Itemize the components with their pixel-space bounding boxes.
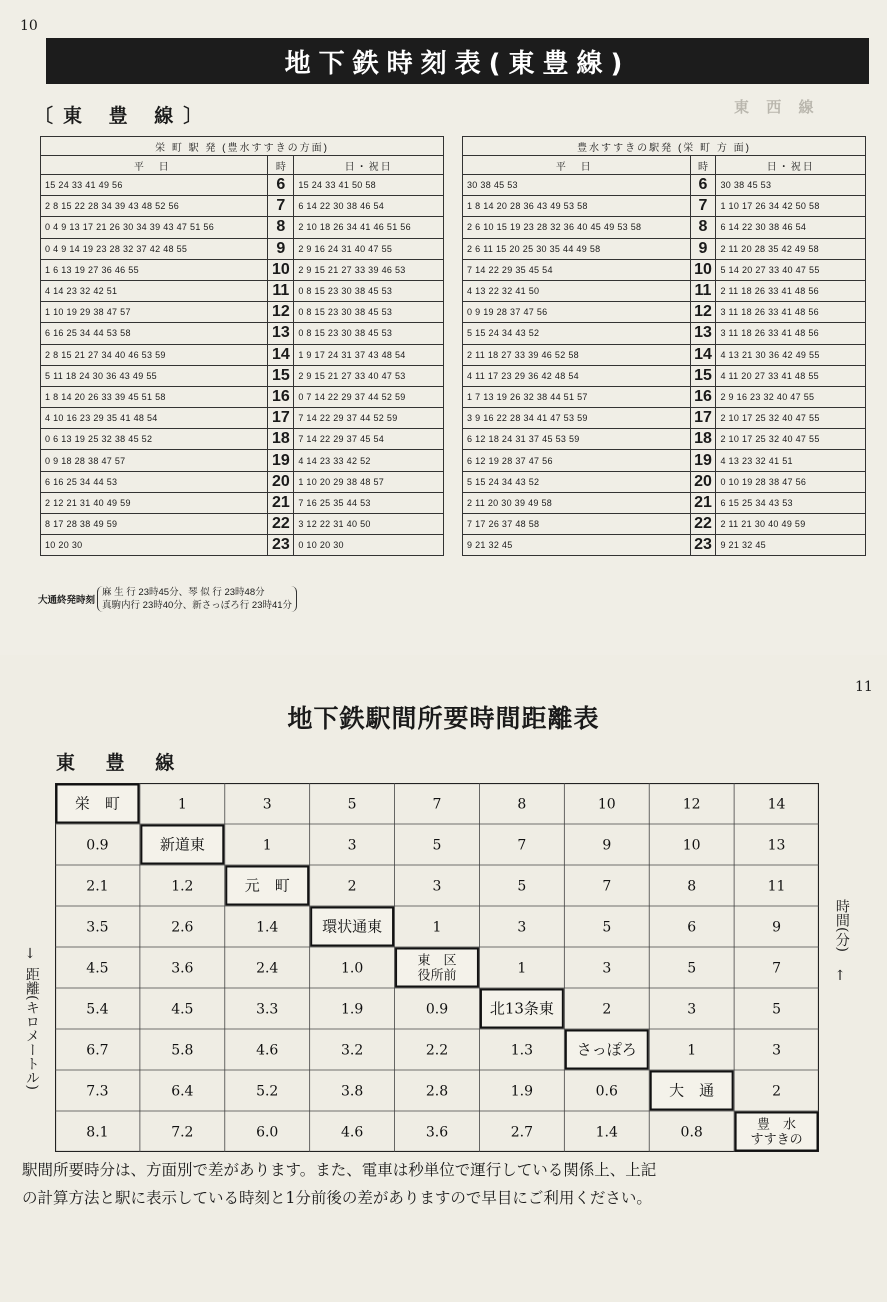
weekday-times: 2 11 18 27 33 39 46 52 58 — [463, 344, 691, 365]
weekday-times: 6 16 25 34 44 53 — [41, 471, 268, 492]
timetable-row — [41, 471, 444, 492]
weekday-times: 1 10 19 29 38 47 57 — [41, 302, 268, 323]
distance-table-title: 地下鉄駅間所要時間距離表 — [287, 704, 600, 733]
hour-cell: 6 — [268, 175, 294, 196]
distance-km-cell: 5.4 — [86, 1001, 109, 1018]
timetable-row — [41, 238, 444, 259]
timetable-row — [463, 535, 866, 556]
station-distance-time-grid — [55, 783, 819, 1152]
hour-cell: 7 — [690, 196, 716, 217]
distance-km-cell: 3.3 — [256, 1001, 279, 1018]
distance-km-cell: 4.6 — [256, 1042, 279, 1059]
timetable-row — [41, 408, 444, 429]
distance-km-cell: 7.3 — [86, 1083, 109, 1100]
timetable-row — [41, 302, 444, 323]
station-name: 大 通 — [669, 1081, 715, 1100]
hour-cell: 19 — [690, 450, 716, 471]
time-minutes-cell: 5 — [432, 837, 442, 854]
holiday-times: 0 10 19 28 38 47 56 — [716, 471, 866, 492]
distance-km-cell: 4.5 — [171, 1001, 194, 1018]
time-minutes-cell: 5 — [347, 796, 357, 813]
time-minutes-cell: 3 — [347, 837, 357, 854]
weekday-times: 9 21 32 45 — [463, 535, 691, 556]
holiday-times: 4 14 23 33 42 52 — [294, 450, 444, 471]
weekday-times: 0 4 9 13 17 21 26 30 34 39 43 47 51 56 — [41, 217, 268, 238]
distance-km-cell: 6.7 — [86, 1042, 109, 1059]
weekday-times: 6 16 25 34 44 53 58 — [41, 323, 268, 344]
holiday-times: 0 8 15 23 30 38 45 53 — [294, 280, 444, 301]
weekday-times: 3 9 16 22 28 34 41 47 53 59 — [463, 408, 691, 429]
timetable-row — [41, 175, 444, 196]
timetable-row — [463, 217, 866, 238]
holiday-times: 4 11 20 27 33 41 48 55 — [716, 365, 866, 386]
holiday-times: 0 10 20 30 — [294, 535, 444, 556]
holiday-times: 1 9 17 24 31 37 43 48 54 — [294, 344, 444, 365]
holiday-times: 9 21 32 45 — [716, 535, 866, 556]
distance-km-cell: 7.2 — [171, 1124, 194, 1141]
weekday-times: 0 4 9 14 19 23 28 32 37 42 48 55 — [41, 238, 268, 259]
time-minutes-cell: 7 — [602, 878, 612, 895]
weekday-times: 2 12 21 31 40 49 59 — [41, 492, 268, 513]
hour-cell: 20 — [268, 471, 294, 492]
time-minutes-cell: 3 — [517, 919, 527, 936]
holiday-times: 30 38 45 53 — [716, 175, 866, 196]
distance-km-cell: 1.4 — [595, 1124, 618, 1141]
station-name: さっぽろ — [576, 1040, 637, 1059]
distance-km-cell: 3.6 — [171, 960, 194, 977]
weekday-times: 2 6 11 15 20 25 30 35 44 49 58 — [463, 238, 691, 259]
timetable-sakaemachi — [40, 136, 444, 556]
time-minutes-cell: 14 — [767, 796, 786, 813]
timetable-row — [41, 323, 444, 344]
timetable-row — [463, 344, 866, 365]
hour-cell: 8 — [268, 217, 294, 238]
last-train-line-2: 真駒内行 23時40分、新さっぽろ行 23時41分 — [102, 600, 293, 611]
time-minutes-cell: 1 — [177, 796, 187, 813]
weekday-times: 4 14 23 32 42 51 — [41, 280, 268, 301]
station-name-part: 役所前 — [417, 968, 457, 984]
hour-cell: 14 — [268, 344, 294, 365]
header-holiday: 日・祝日 — [716, 156, 866, 175]
time-minutes-cell: 3 — [262, 796, 272, 813]
holiday-times: 2 11 18 26 33 41 48 56 — [716, 280, 866, 301]
time-minutes-cell: 12 — [682, 796, 701, 813]
weekday-times: 2 8 15 22 28 34 39 43 48 52 56 — [41, 196, 268, 217]
distance-km-cell: 1.9 — [340, 1001, 364, 1018]
distance-km-cell: 8.1 — [86, 1124, 109, 1141]
weekday-times: 0 9 18 28 38 47 57 — [41, 450, 268, 471]
timetable-row — [41, 386, 444, 407]
weekday-times: 2 8 15 21 27 34 40 46 53 59 — [41, 344, 268, 365]
hour-cell: 10 — [268, 259, 294, 280]
holiday-times: 6 15 25 34 43 53 — [716, 492, 866, 513]
distance-km-cell: 0.9 — [86, 837, 109, 854]
hour-cell: 23 — [268, 535, 294, 556]
holiday-times: 2 10 18 26 34 41 46 51 56 — [294, 217, 444, 238]
timetable-row — [463, 408, 866, 429]
hour-cell: 16 — [268, 386, 294, 407]
holiday-times: 0 8 15 23 30 38 45 53 — [294, 323, 444, 344]
station-name: 栄 町 — [74, 794, 120, 813]
header-holiday: 日・祝日 — [294, 156, 444, 175]
time-minutes-cell: 3 — [687, 1001, 697, 1018]
hour-cell: 20 — [690, 471, 716, 492]
holiday-times: 2 11 21 30 40 49 59 — [716, 514, 866, 535]
timetable-row — [463, 492, 866, 513]
holiday-times: 6 14 22 30 38 46 54 — [716, 217, 866, 238]
holiday-times: 2 11 20 28 35 42 49 58 — [716, 238, 866, 259]
note-line-1: 駅間所要時分は、方面別で差があります。また、電車は秒単位で運行している関係上、上記 — [22, 1161, 657, 1179]
page-number: 11 — [855, 679, 873, 695]
hour-cell: 12 — [690, 302, 716, 323]
holiday-times: 5 14 20 27 33 40 47 55 — [716, 259, 866, 280]
timetable-caption: 栄 町 駅 発 (豊水すすきの方面) — [41, 137, 444, 156]
timetable-caption: 豊水すすきの駅発 (栄 町 方 面) — [463, 137, 866, 156]
holiday-times: 3 12 22 31 40 50 — [294, 514, 444, 535]
weekday-times: 1 8 14 20 28 36 43 49 53 58 — [463, 196, 691, 217]
distance-km-cell: 2.4 — [256, 960, 279, 977]
hour-cell: 16 — [690, 386, 716, 407]
distance-km-cell: 3.5 — [86, 919, 109, 936]
holiday-times: 0 7 14 22 29 37 44 52 59 — [294, 386, 444, 407]
hour-cell: 10 — [690, 259, 716, 280]
distance-km-cell: 0.9 — [425, 1001, 449, 1018]
holiday-times: 4 13 21 30 36 42 49 55 — [716, 344, 866, 365]
hour-cell: 9 — [690, 238, 716, 259]
distance-km-cell: 4.5 — [86, 960, 109, 977]
weekday-times: 4 10 16 23 29 35 41 48 54 — [41, 408, 268, 429]
timetable-row — [463, 386, 866, 407]
distance-km-cell: 0.8 — [680, 1124, 703, 1141]
time-minutes-cell: 10 — [597, 796, 616, 813]
holiday-times: 2 10 17 25 32 40 47 55 — [716, 408, 866, 429]
station-name: 環状通東 — [322, 917, 383, 936]
distance-km-cell: 1.4 — [256, 919, 279, 936]
weekday-times: 5 11 18 24 30 36 43 49 55 — [41, 365, 268, 386]
time-minutes-cell: 8 — [517, 796, 527, 813]
distance-km-cell: 5.8 — [171, 1042, 194, 1059]
time-minutes-cell: 1 — [687, 1042, 697, 1059]
timetable-row — [41, 492, 444, 513]
holiday-times: 7 16 25 35 44 53 — [294, 492, 444, 513]
time-minutes-cell: 3 — [602, 960, 612, 977]
timetable-row — [41, 196, 444, 217]
timetable-row — [41, 450, 444, 471]
distance-km-cell: 6.0 — [256, 1124, 279, 1141]
up-arrow-icon: ↑ — [834, 968, 846, 984]
time-minutes-cell: 1 — [432, 919, 442, 936]
timetable-row — [41, 365, 444, 386]
timetable-row — [463, 365, 866, 386]
time-minutes-cell: 7 — [772, 960, 782, 977]
timetable-row — [463, 450, 866, 471]
distance-km-cell: 2.1 — [86, 878, 109, 895]
time-minutes-cell: 9 — [772, 919, 782, 936]
time-minutes-cell: 8 — [687, 878, 697, 895]
time-minutes-cell: 2 — [772, 1083, 782, 1100]
timetable-row — [463, 323, 866, 344]
distance-km-cell: 2.2 — [425, 1042, 449, 1059]
distance-km-cell: 0.6 — [595, 1083, 618, 1100]
holiday-times: 15 24 33 41 50 58 — [294, 175, 444, 196]
hour-cell: 22 — [690, 514, 716, 535]
holiday-times: 1 10 20 29 38 48 57 — [294, 471, 444, 492]
time-minutes-cell: 2 — [347, 878, 357, 895]
distance-km-cell: 6.4 — [171, 1083, 194, 1100]
distance-km-cell: 3.8 — [340, 1083, 364, 1100]
timetable-row — [41, 535, 444, 556]
hour-cell: 11 — [268, 280, 294, 301]
hour-cell: 15 — [690, 365, 716, 386]
station-name: 新道東 — [159, 835, 205, 854]
weekday-times: 1 7 13 19 26 32 38 44 51 57 — [463, 386, 691, 407]
timetable-row — [41, 514, 444, 535]
weekday-times: 5 15 24 34 43 52 — [463, 471, 691, 492]
timetable-row — [463, 280, 866, 301]
hour-cell: 21 — [268, 492, 294, 513]
time-minutes-cell: 5 — [772, 1001, 782, 1018]
distance-km-cell: 4.6 — [340, 1124, 364, 1141]
last-train-lines — [97, 586, 297, 612]
distance-km-cell: 2.8 — [425, 1083, 449, 1100]
weekday-times: 4 11 17 23 29 36 42 48 54 — [463, 365, 691, 386]
hour-cell: 18 — [690, 429, 716, 450]
last-train-line-1: 麻 生 行 23時45分、琴 似 行 23時48分 — [102, 587, 265, 598]
hour-cell: 8 — [690, 217, 716, 238]
station-name-part: 東 区 — [417, 953, 457, 969]
time-minutes-cell: 2 — [602, 1001, 612, 1018]
station-name-part: すすきの — [750, 1132, 803, 1148]
holiday-times: 6 14 22 30 38 46 54 — [294, 196, 444, 217]
holiday-times: 1 10 17 26 34 42 50 58 — [716, 196, 866, 217]
down-arrow-icon: ↓ — [24, 946, 36, 962]
distance-km-cell: 3.6 — [425, 1124, 449, 1141]
distance-km-cell: 2.7 — [510, 1124, 534, 1141]
weekday-times: 15 24 33 41 49 56 — [41, 175, 268, 196]
holiday-times: 2 10 17 25 32 40 47 55 — [716, 429, 866, 450]
holiday-times: 3 11 18 26 33 41 48 56 — [716, 302, 866, 323]
line-label: 東 豊 線 — [56, 752, 187, 774]
last-train-label: 大通終発時刻 — [38, 595, 96, 606]
weekday-times: 2 6 10 15 19 23 28 32 36 40 45 49 53 58 — [463, 217, 691, 238]
distance-axis-label: 距離(キロメートル) — [23, 967, 40, 1090]
weekday-times: 6 12 18 24 31 37 45 53 59 — [463, 429, 691, 450]
weekday-times: 1 8 14 20 26 33 39 45 51 58 — [41, 386, 268, 407]
timetable-banner-title: 地下鉄時刻表(東豊線) — [46, 38, 869, 84]
weekday-times: 1 6 13 19 27 36 46 55 — [41, 259, 268, 280]
hour-cell: 6 — [690, 175, 716, 196]
weekday-times: 7 17 26 37 48 58 — [463, 514, 691, 535]
note-line-2: の計算方法と駅に表示している時刻と1分前後の差がありますので早目にご利用ください。 — [22, 1189, 652, 1207]
station-name: 元 町 — [244, 876, 290, 895]
time-minutes-cell: 7 — [432, 796, 442, 813]
timetable-row — [463, 238, 866, 259]
hour-cell: 17 — [268, 408, 294, 429]
holiday-times: 0 8 15 23 30 38 45 53 — [294, 302, 444, 323]
distance-km-cell: 1.3 — [510, 1042, 534, 1059]
hour-cell: 15 — [268, 365, 294, 386]
station-name: 北13条東 — [489, 999, 554, 1018]
weekday-times: 4 13 22 32 41 50 — [463, 280, 691, 301]
weekday-times: 0 9 19 28 37 47 56 — [463, 302, 691, 323]
weekday-times: 7 14 22 29 35 45 54 — [463, 259, 691, 280]
time-minutes-cell: 5 — [517, 878, 527, 895]
time-axis-label: 時間(分) — [833, 899, 850, 952]
distance-km-cell: 2.6 — [171, 919, 194, 936]
timetable-row — [463, 196, 866, 217]
timetable-row — [41, 280, 444, 301]
last-train-info — [38, 586, 297, 612]
weekday-times: 5 15 24 34 43 52 — [463, 323, 691, 344]
timetable-row — [41, 217, 444, 238]
hour-cell: 14 — [690, 344, 716, 365]
holiday-times: 2 9 15 21 27 33 40 47 53 — [294, 365, 444, 386]
timetable-row — [41, 344, 444, 365]
distance-km-cell: 1.0 — [340, 960, 364, 977]
time-minutes-cell: 3 — [772, 1042, 782, 1059]
hour-cell: 23 — [690, 535, 716, 556]
timetable-row — [41, 259, 444, 280]
weekday-times: 0 6 13 19 25 32 38 45 52 — [41, 429, 268, 450]
time-minutes-cell: 1 — [517, 960, 527, 977]
weekday-times: 10 20 30 — [41, 535, 268, 556]
bleed-through-text: 東 西 線 — [734, 98, 820, 116]
hour-cell: 11 — [690, 280, 716, 301]
hour-cell: 21 — [690, 492, 716, 513]
time-minutes-cell: 7 — [517, 837, 527, 854]
weekday-times: 2 11 20 30 39 49 58 — [463, 492, 691, 513]
weekday-times: 30 38 45 53 — [463, 175, 691, 196]
timetable-row — [463, 259, 866, 280]
holiday-times: 4 13 23 32 41 51 — [716, 450, 866, 471]
distance-km-cell: 1.2 — [171, 878, 194, 895]
timetable-hosui-susukino — [462, 136, 866, 556]
hour-cell: 17 — [690, 408, 716, 429]
station-name-part: 豊 水 — [757, 1117, 797, 1133]
time-minutes-cell: 5 — [602, 919, 612, 936]
time-minutes-cell: 10 — [682, 837, 701, 854]
hour-cell: 19 — [268, 450, 294, 471]
time-minutes-cell: 11 — [767, 878, 786, 895]
time-minutes-cell: 6 — [687, 919, 697, 936]
hour-cell: 7 — [268, 196, 294, 217]
time-minutes-cell: 1 — [262, 837, 272, 854]
holiday-times: 7 14 22 29 37 45 54 — [294, 429, 444, 450]
timetable-row — [41, 429, 444, 450]
distance-km-cell: 1.9 — [510, 1083, 534, 1100]
time-minutes-cell: 9 — [602, 837, 612, 854]
timetable-row — [463, 471, 866, 492]
timetable-row — [463, 429, 866, 450]
header-weekday: 平 日 — [41, 156, 268, 175]
header-hour: 時 — [690, 156, 716, 175]
page-11 — [0, 655, 887, 1302]
holiday-times: 3 11 18 26 33 41 48 56 — [716, 323, 866, 344]
timetable-row — [463, 514, 866, 535]
distance-km-cell: 3.2 — [340, 1042, 364, 1059]
header-weekday: 平 日 — [463, 156, 691, 175]
hour-cell: 22 — [268, 514, 294, 535]
line-label: 〔東 豊 線〕 — [34, 105, 213, 127]
holiday-times: 7 14 22 29 37 44 52 59 — [294, 408, 444, 429]
holiday-times: 2 9 16 24 31 40 47 55 — [294, 238, 444, 259]
hour-cell: 13 — [690, 323, 716, 344]
distance-km-cell: 5.2 — [256, 1083, 279, 1100]
holiday-times: 2 9 15 21 27 33 39 46 53 — [294, 259, 444, 280]
timetable-row — [463, 175, 866, 196]
time-minutes-cell: 13 — [767, 837, 786, 854]
page-number: 10 — [20, 18, 38, 34]
weekday-times: 8 17 28 38 49 59 — [41, 514, 268, 535]
hour-cell: 18 — [268, 429, 294, 450]
hour-cell: 12 — [268, 302, 294, 323]
time-minutes-cell: 5 — [687, 960, 697, 977]
holiday-times: 2 9 16 23 32 40 47 55 — [716, 386, 866, 407]
weekday-times: 6 12 19 28 37 47 56 — [463, 450, 691, 471]
time-minutes-cell: 3 — [432, 878, 442, 895]
hour-cell: 13 — [268, 323, 294, 344]
timetable-row — [463, 302, 866, 323]
hour-cell: 9 — [268, 238, 294, 259]
header-hour: 時 — [268, 156, 294, 175]
